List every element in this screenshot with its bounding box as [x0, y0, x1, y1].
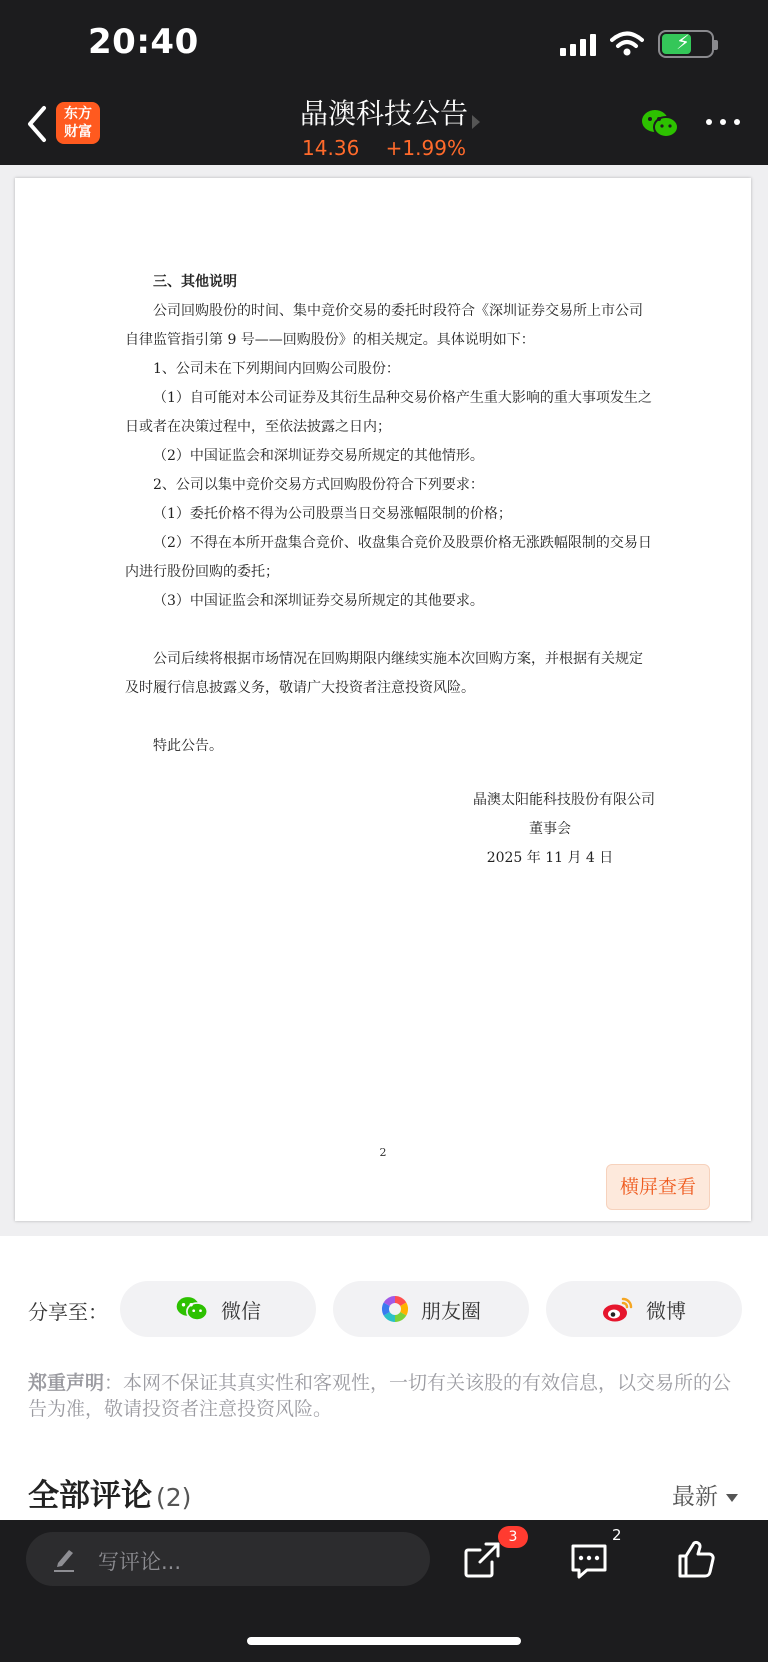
doc-paragraph: （1）自可能对本公司证券及其衍生品种交易价格产生重大影响的重大事项发生之日或者在决策过程中，至依法披露之日内；: [125, 390, 652, 435]
doc-spacer: [125, 703, 655, 732]
battery-icon: ⚡: [658, 30, 714, 58]
more-options-icon[interactable]: [706, 116, 740, 128]
doc-signature: [395, 786, 655, 873]
pen-icon: [52, 1545, 76, 1573]
share-count-badge: 3: [498, 1526, 528, 1548]
share-moments-label: 朋友圈: [421, 1298, 481, 1323]
dropdown-caret-icon: [726, 1494, 738, 1502]
disclaimer: [28, 1370, 740, 1422]
doc-paragraph: 公司回购股份的时间、集中竞价交易的委托时段符合《深圳证券交易所上市公司自律监管指引第 9 号——回购股份》的相关规定。具体说明如下：: [125, 303, 643, 348]
top-bar: [0, 0, 768, 165]
share-weibo-label: 微博: [646, 1298, 686, 1323]
comments-title: 全部评论: [28, 1478, 152, 1514]
stock-change: +1.99%: [385, 136, 466, 160]
page-number: 2: [379, 1146, 387, 1159]
like-icon[interactable]: [674, 1538, 718, 1582]
document-body: [125, 268, 655, 761]
stock-price: 14.36: [302, 136, 360, 160]
doc-paragraph: （2）中国证监会和深圳证券交易所规定的其他情形。: [153, 448, 484, 464]
weibo-icon: [602, 1295, 634, 1323]
cellular-signal-icon: [560, 32, 596, 56]
status-icons: [560, 30, 714, 58]
signature-date: 2025 年 11 月 4 日: [486, 850, 614, 866]
doc-paragraph: 2、公司以集中竞价交易方式回购股份符合下列要求：: [153, 477, 484, 493]
doc-paragraph: （2）不得在本所开盘集合竞价、收盘集合竞价及股票价格无涨跌幅限制的交易日内进行股份回购的委托；: [125, 535, 652, 580]
title-arrow-icon: [472, 115, 480, 129]
disclaimer-title: 郑重声明: [28, 1372, 105, 1394]
comment-placeholder: 写评论...: [98, 1550, 182, 1574]
home-indicator: [247, 1637, 521, 1645]
comment-icon[interactable]: [567, 1538, 611, 1582]
wechat-icon: [175, 1295, 209, 1323]
status-time: 20:40: [88, 22, 199, 62]
comment-input[interactable]: [26, 1532, 430, 1586]
sort-dropdown[interactable]: [672, 1478, 738, 1511]
app-logo[interactable]: 东方 财富: [56, 102, 100, 144]
doc-paragraph: 1、公司未在下列期间内回购公司股份：: [153, 361, 400, 377]
doc-closing: 特此公告。: [153, 738, 223, 754]
wechat-share-icon[interactable]: [640, 108, 680, 140]
sort-label: 最新: [672, 1484, 718, 1510]
share-wechat-label: 微信: [221, 1298, 261, 1323]
wifi-icon: [610, 31, 644, 57]
share-moments-button[interactable]: [333, 1281, 529, 1337]
page-title: 晶澳科技公告: [299, 97, 468, 130]
share-weibo-button[interactable]: [546, 1281, 742, 1337]
signature-board: 董事会: [529, 821, 571, 837]
share-label: 分享至：: [28, 1300, 108, 1324]
doc-paragraph: （3）中国证监会和深圳证券交易所规定的其他要求。: [153, 593, 484, 609]
share-out-icon[interactable]: [460, 1538, 504, 1582]
signature-company: 晶澳太阳能科技股份有限公司: [473, 792, 655, 808]
doc-paragraph: 公司后续将根据市场情况在回购期限内继续实施本次回购方案，并根据有关规定及时履行信息披露义务，敬请广大投资者注意投资风险。: [125, 651, 643, 696]
doc-heading: 三、其他说明: [153, 274, 237, 290]
comments-heading: [28, 1470, 191, 1515]
moments-icon: [381, 1295, 409, 1323]
comments-count: (2): [156, 1483, 192, 1512]
doc-spacer: [125, 616, 655, 645]
landscape-view-button[interactable]: 横屏查看: [606, 1164, 710, 1210]
share-wechat-button[interactable]: [120, 1281, 316, 1337]
doc-paragraph: （1）委托价格不得为公司股票当日交易涨幅限制的价格；: [153, 506, 512, 522]
comment-count: 2: [612, 1526, 622, 1544]
disclaimer-text: ：本网不保证其真实性和客观性，一切有关该股的有效信息，以交易所的公告为准，敬请投资者注意投资风险。: [28, 1372, 732, 1420]
announcement-document[interactable]: [15, 178, 751, 1221]
